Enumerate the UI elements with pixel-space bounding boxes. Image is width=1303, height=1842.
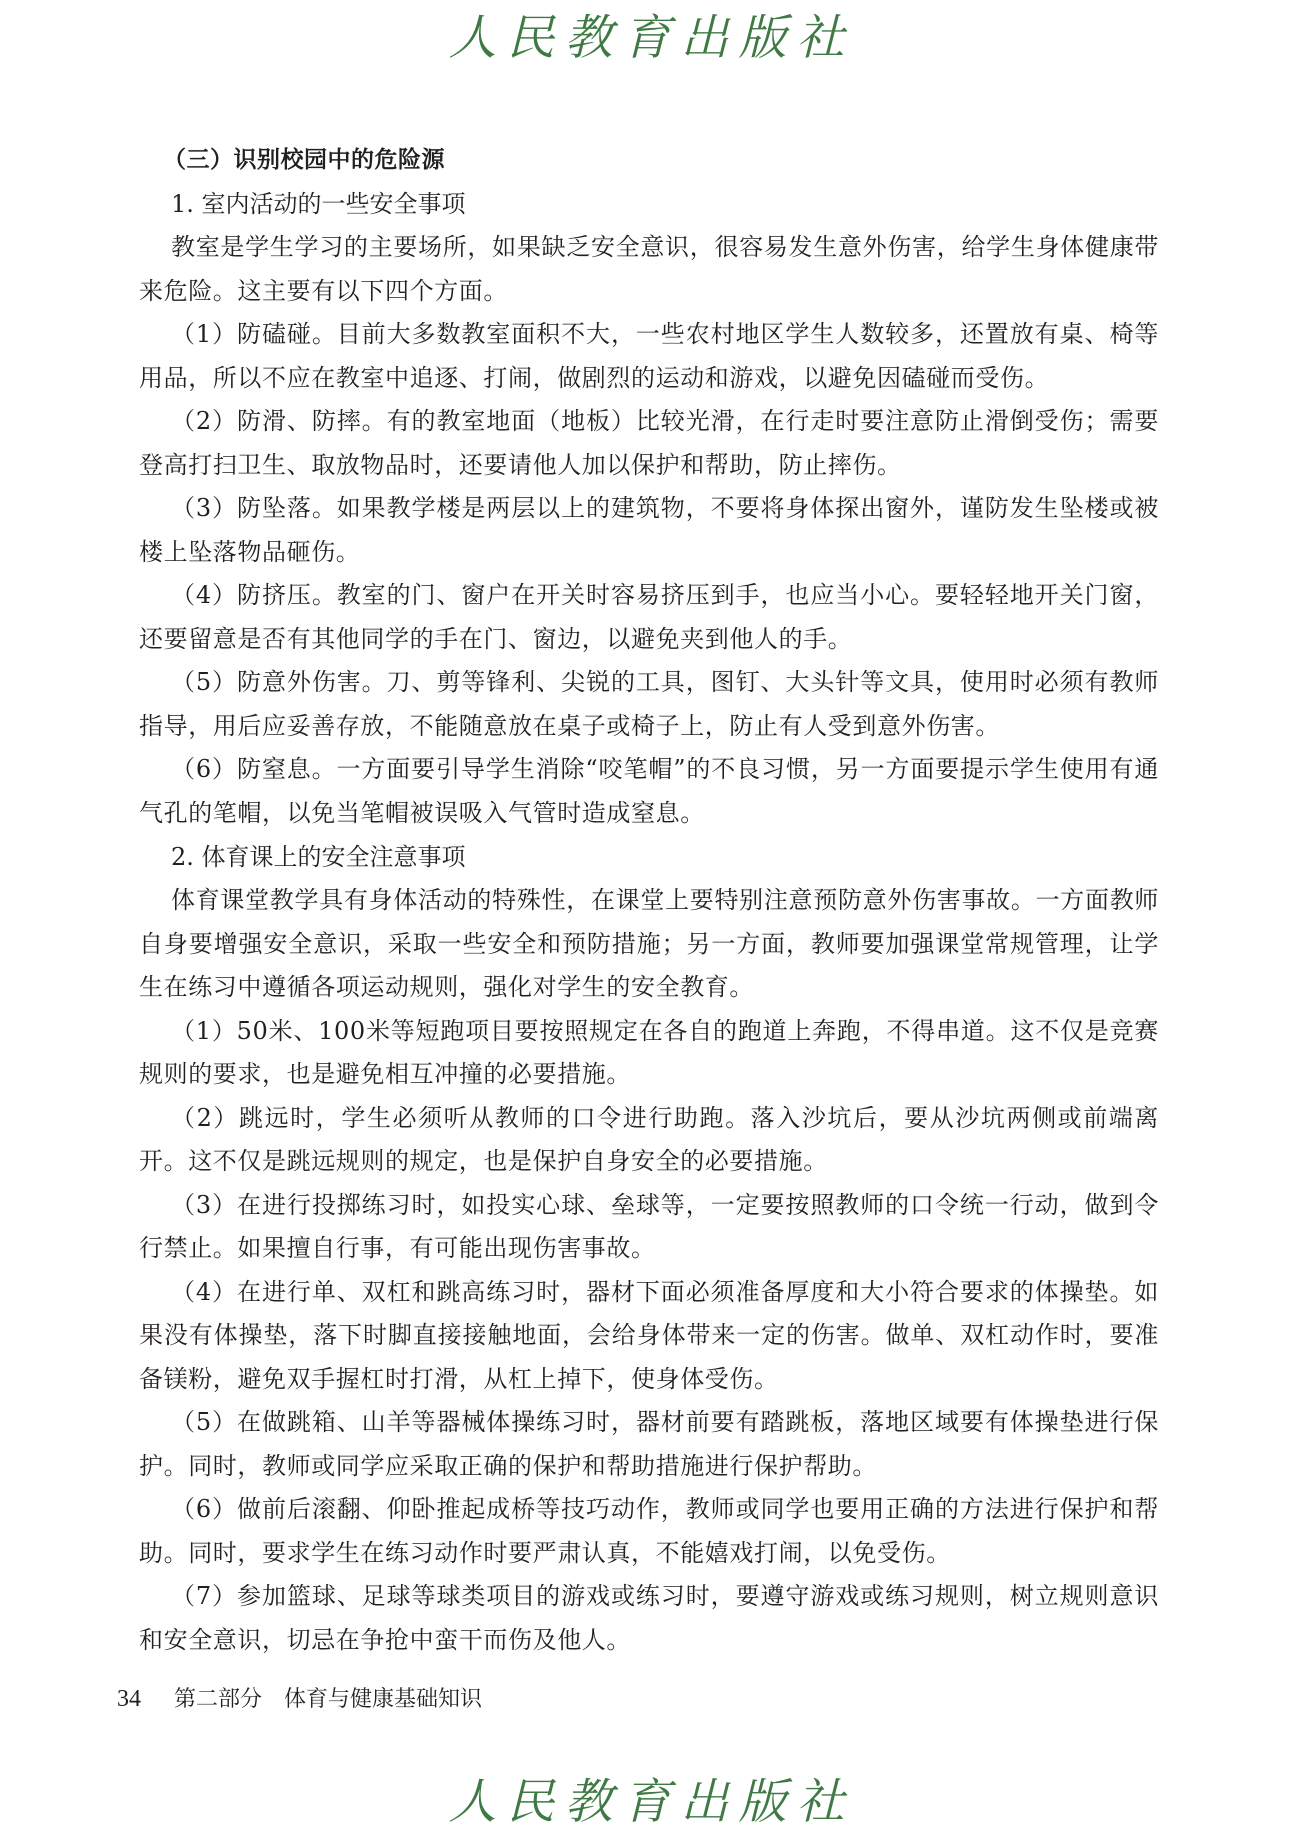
paragraph: （6）防窒息。一方面要引导学生消除“咬笔帽”的不良习惯，另一方面要提示学生使用有通气孔的笔帽，以免当笔帽被误吸入气管时造成窒息。: [139, 755, 1159, 827]
paragraph: （7）参加篮球、足球等球类项目的游戏或练习时，要遵守游戏或练习规则，树立规则意识和安全意识，切忌在争抢中蛮干而伤及他人。: [139, 1582, 1159, 1654]
subsection-title-pe-class: 2. 体育课上的安全注意事项: [171, 843, 466, 871]
paragraph: （3）防坠落。如果教学楼是两层以上的建筑物，不要将身体探出窗外，谨防发生坠楼或被楼上坠落物品砸伤。: [139, 494, 1159, 566]
page-number: 34: [117, 1686, 141, 1712]
page-footer: [117, 1684, 482, 1715]
paragraph: （2）跳远时，学生必须听从教师的口令进行助跑。落入沙坑后，要从沙坑两侧或前端离开。这不仅是跳远规则的规定，也是保护自身安全的必要措施。: [139, 1103, 1159, 1175]
paragraph: （4）防挤压。教室的门、窗户在开关时容易挤压到手，也应当小心。要轻轻地开关门窗，还要留意是否有其他同学的手在门、窗边，以避免夹到他人的手。: [139, 581, 1159, 653]
indoor-paragraphs: [139, 226, 1159, 835]
publisher-mark-bottom: 人民教育出版社: [448, 1774, 855, 1830]
paragraph: 教室是学生学习的主要场所，如果缺乏安全意识，很容易发生意外伤害，给学生身体健康带来危险。这主要有以下四个方面。: [139, 233, 1159, 305]
subsection-title-indoor: 1. 室内活动的一些安全事项: [171, 190, 466, 218]
publisher-mark-top: 人民教育出版社: [448, 10, 855, 66]
paragraph: （4）在进行单、双杠和跳高练习时，器材下面必须准备厚度和大小符合要求的体操垫。如果没有体操垫，落下时脚直接接触地面，会给身体带来一定的伤害。做单、双杠动作时，要准备镁粉，避免双手握杠时打滑，从杠上掉下，使身体受伤。: [139, 1277, 1159, 1393]
paragraph: （3）在进行投掷练习时，如投实心球、垒球等，一定要按照教师的口令统一行动，做到令行禁止。如果擅自行事，有可能出现伤害事故。: [139, 1190, 1159, 1262]
footer-section-title: 第二部分 体育与健康基础知识: [174, 1687, 483, 1712]
paragraph: （1）50米、100米等短跑项目要按照规定在各自的跑道上奔跑，不得串道。这不仅是竞赛规则的要求，也是避免相互冲撞的必要措施。: [139, 1016, 1159, 1088]
paragraph: （5）防意外伤害。刀、剪等锋利、尖锐的工具，图钉、大头针等文具，使用时必须有教师指导，用后应妥善存放，不能随意放在桌子或椅子上，防止有人受到意外伤害。: [139, 668, 1159, 740]
paragraph: （1）防磕碰。目前大多数教室面积不大，一些农村地区学生人数较多，还置放有桌、椅等用品，所以不应在教室中追逐、打闹，做剧烈的运动和游戏，以避免因磕碰而受伤。: [139, 320, 1159, 392]
paragraph: （5）在做跳箱、山羊等器械体操练习时，器材前要有踏跳板，落地区域要有体操垫进行保护。同时，教师或同学应采取正确的保护和帮助措施进行保护帮助。: [139, 1408, 1159, 1480]
paragraph: （2）防滑、防摔。有的教室地面（地板）比较光滑，在行走时要注意防止滑倒受伤；需要登高打扫卫生、取放物品时，还要请他人加以保护和帮助，防止摔伤。: [139, 407, 1159, 479]
paragraph: 体育课堂教学具有身体活动的特殊性，在课堂上要特别注意预防意外伤害事故。一方面教师自身要增强安全意识，采取一些安全和预防措施；另一方面，教师要加强课堂常规管理，让学生在练习中遵循各项运动规则，强化对学生的安全教育。: [139, 886, 1159, 1001]
paragraph: （6）做前后滚翻、仰卧推起成桥等技巧动作，教师或同学也要用正确的方法进行保护和帮助。同时，要求学生在练习动作时要严肃认真，不能嬉戏打闹，以免受伤。: [139, 1495, 1159, 1567]
page-content: [139, 138, 1159, 1662]
section-heading: （三）识别校园中的危险源: [163, 147, 445, 173]
pe-class-paragraphs: [139, 879, 1159, 1662]
